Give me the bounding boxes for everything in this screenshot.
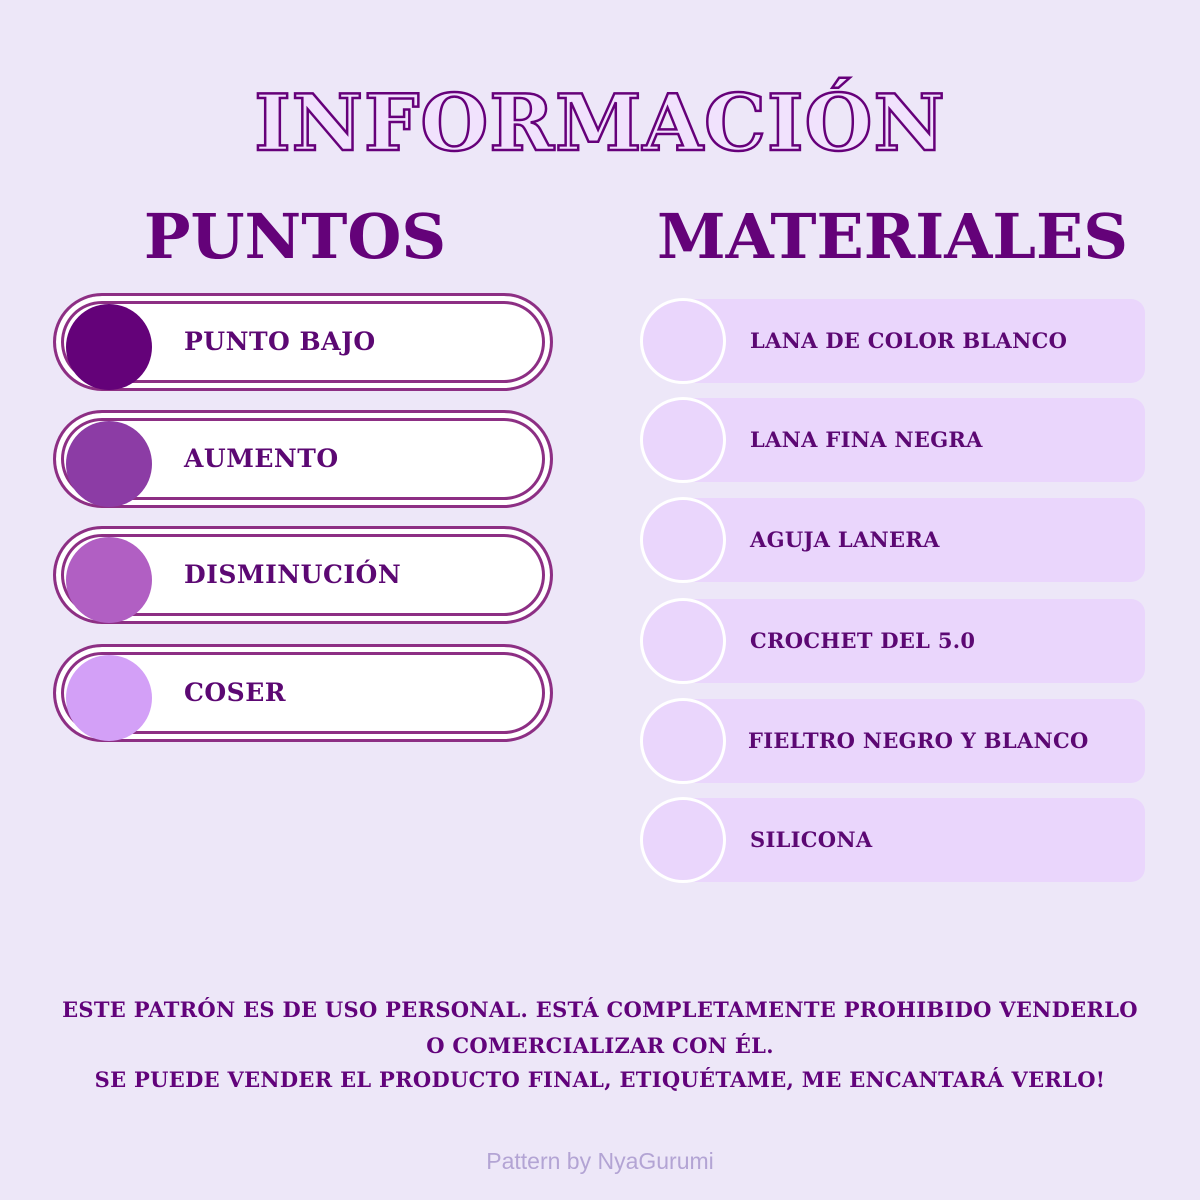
material-bullet-circle <box>640 797 726 883</box>
material-bullet-circle <box>640 698 726 784</box>
material-item <box>640 797 1145 883</box>
material-label: LANA DE COLOR BLANCO <box>750 328 1068 353</box>
page-title: INFORMACIÓN <box>254 78 946 169</box>
usage-notice-line-2: O COMERCIALIZAR CON ÉL. <box>426 1033 774 1058</box>
material-item <box>640 397 1145 483</box>
punto-label: COSER <box>184 678 287 707</box>
material-label: LANA FINA NEGRA <box>750 427 983 452</box>
stitch-color-dot <box>66 537 152 623</box>
material-label: CROCHET DEL 5.0 <box>750 628 976 653</box>
material-item <box>640 698 1145 784</box>
material-item <box>640 598 1145 684</box>
material-bullet-circle <box>640 397 726 483</box>
material-item <box>640 298 1145 384</box>
material-bullet-circle <box>640 598 726 684</box>
stitch-color-dot <box>66 655 152 741</box>
material-item <box>640 497 1145 583</box>
punto-label: DISMINUCIÓN <box>184 560 402 589</box>
material-label: FIELTRO NEGRO Y BLANCO <box>748 728 1089 753</box>
material-label: AGUJA LANERA <box>750 527 940 552</box>
material-bullet-circle <box>640 497 726 583</box>
punto-item-aumento <box>53 410 553 508</box>
punto-item-punto-bajo <box>53 293 553 391</box>
usage-notice-line-1: ESTE PATRÓN ES DE USO PERSONAL. ESTÁ COMPLETAMENTE PROHIBIDO VENDERLO <box>62 997 1138 1022</box>
footer-credit: Pattern by NyaGurumi <box>486 1148 714 1174</box>
material-bullet-circle <box>640 298 726 384</box>
usage-notice-line-3: SE PUEDE VENDER EL PRODUCTO FINAL, ETIQUÉTAME, ME ENCANTARÁ VERLO! <box>94 1067 1106 1092</box>
material-label: SILICONA <box>750 827 873 852</box>
punto-item-disminucion <box>53 526 553 624</box>
punto-label: AUMENTO <box>184 444 339 473</box>
materiales-heading: MATERIALES <box>657 200 1128 273</box>
puntos-heading: PUNTOS <box>143 200 447 273</box>
punto-item-coser <box>53 644 553 742</box>
punto-label: PUNTO BAJO <box>184 327 376 356</box>
stitch-color-dot <box>66 304 152 390</box>
stitch-color-dot <box>66 421 152 507</box>
